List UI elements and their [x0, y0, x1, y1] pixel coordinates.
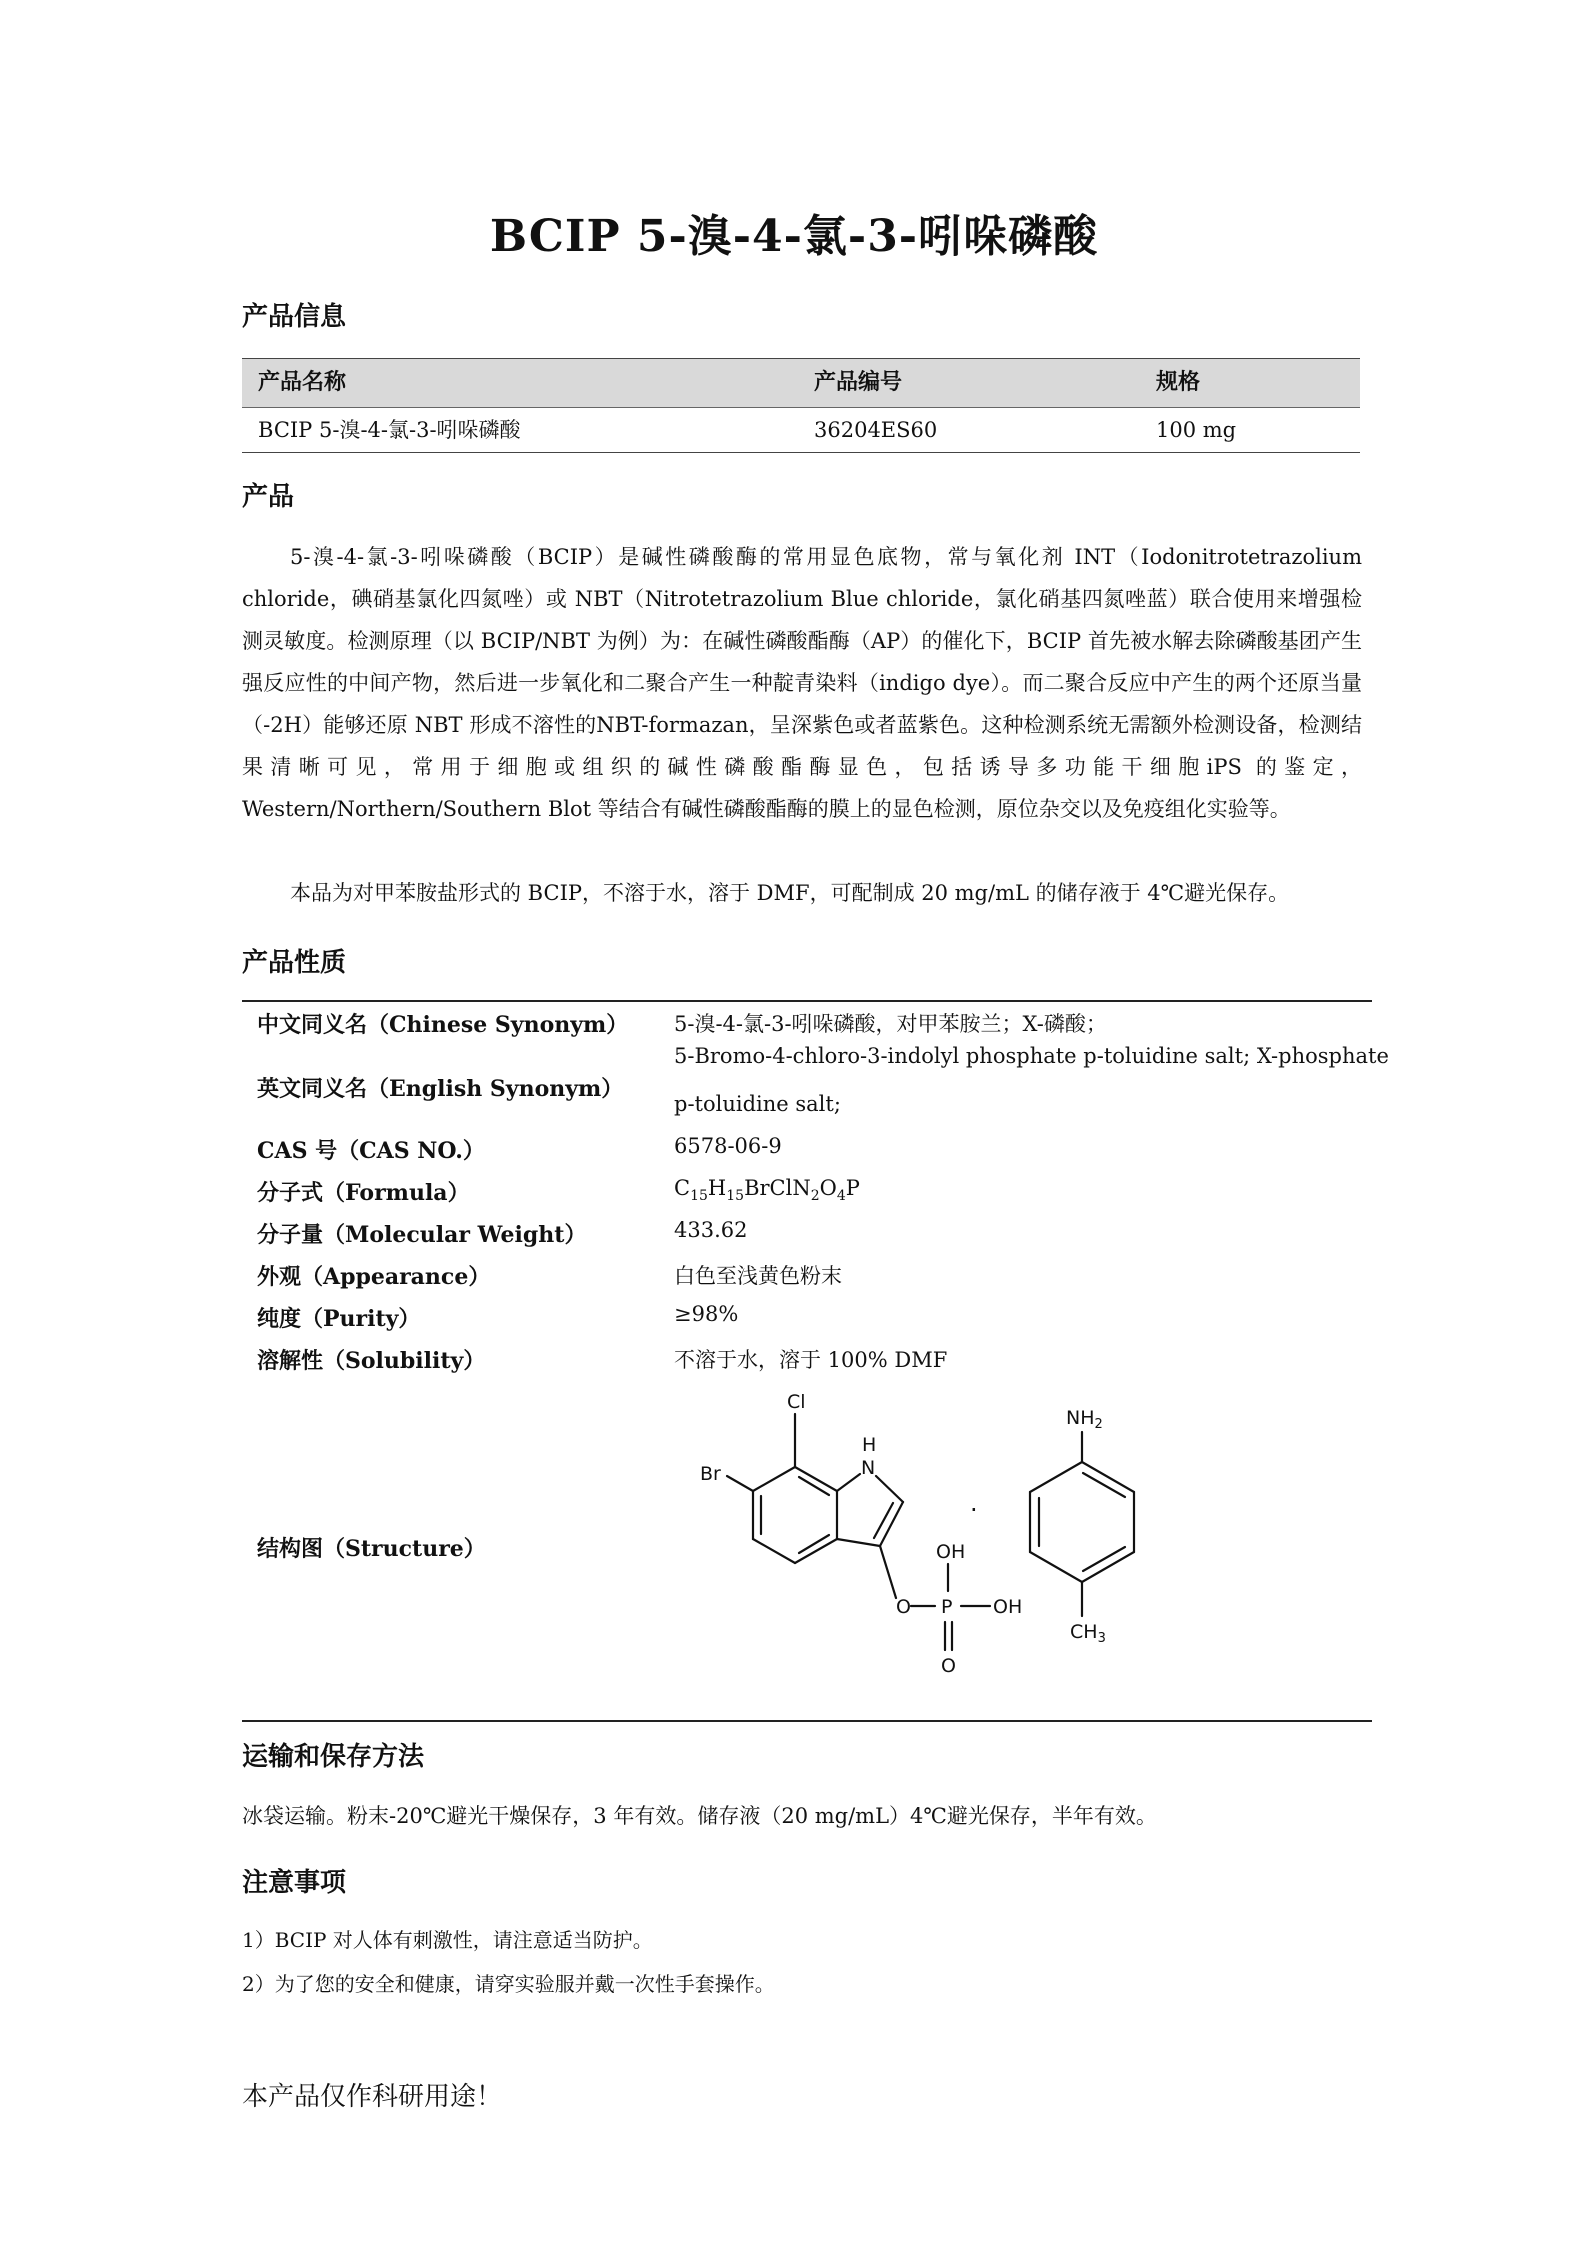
column-header-code: 产品编号 — [814, 369, 903, 395]
bond — [876, 1476, 903, 1502]
note-item-2: 2）为了您的安全和健康，请穿实验服并戴一次性手套操作。 — [242, 1972, 775, 1996]
bond — [1083, 1547, 1125, 1571]
formula-subscript: 4 — [836, 1188, 846, 1205]
bond — [880, 1502, 903, 1546]
atom-oh-top: OH — [936, 1541, 966, 1563]
properties-table — [242, 1000, 1389, 1722]
product-info-table — [242, 358, 1360, 453]
properties-heading: 产品性质 — [242, 948, 347, 978]
product-storage-note: 本品为对甲苯胺盐形式的 BCIP，不溶于水，溶于 DMF，可配制成 20 mg/mL 的储存液于 4℃避光保存。 — [290, 881, 1290, 905]
chinese-synonym-label: 中文同义名（Chinese Synonym） — [257, 1012, 629, 1038]
mw-value: 433.62 — [674, 1218, 748, 1242]
note-item-1: 1）BCIP 对人体有刺激性，请注意适当防护。 — [242, 1928, 653, 1952]
english-synonym-value-line1: 5-Bromo-4-chloro-3-indolyl phosphate p-toluidine salt; X-phosphate — [674, 1044, 1389, 1068]
formula-value — [674, 1176, 860, 1204]
product-heading: 产品 — [242, 482, 295, 512]
appearance-label: 外观（Appearance） — [257, 1264, 491, 1290]
formula-part: H — [707, 1176, 727, 1200]
notes-heading: 注意事项 — [242, 1868, 347, 1898]
atom-subscript: 2 — [1094, 1417, 1103, 1432]
product-info-heading: 产品信息 — [242, 302, 347, 332]
cell-product-code: 36204ES60 — [814, 418, 938, 442]
appearance-value: 白色至浅黄色粉末 — [674, 1264, 842, 1288]
atom-p: P — [941, 1596, 953, 1618]
formula-subscript: 2 — [810, 1188, 820, 1205]
cas-label: CAS 号（CAS NO.） — [257, 1138, 485, 1164]
table-header-row — [242, 358, 1360, 408]
bond — [837, 1474, 860, 1491]
atom-cl: Cl — [787, 1391, 806, 1413]
purity-label: 纯度（Purity） — [257, 1306, 421, 1332]
atom-nh: NH — [1066, 1407, 1095, 1429]
formula-label: 分子式（Formula） — [257, 1180, 470, 1206]
formula-subscript: 15 — [690, 1188, 708, 1205]
atom-n: N — [861, 1457, 876, 1479]
formula-part: O — [819, 1176, 837, 1200]
bond — [799, 1535, 829, 1553]
column-header-name: 产品名称 — [258, 369, 347, 395]
mw-label: 分子量（Molecular Weight） — [257, 1222, 587, 1248]
cell-product-spec: 100 mg — [1156, 418, 1237, 442]
bond — [753, 1467, 795, 1491]
atom-ch3 — [1070, 1621, 1106, 1646]
product-description: 5-溴-4-氯-3-吲哚磷酸（BCIP）是碱性磷酸酶的常用显色底物，常与氧化剂 INT（Iodonitrotetrazolium chloride，碘硝基氯化四氮唑）或 NBT（Nitrotetrazolium Blue chloride，氯化硝基四氮唑蓝）联合使用来增强检测灵敏度。检测原理（以 BCIP/NBT 为例）为：在碱性磷酸酯酶（AP）的催化下，BCIP 首先被水解去除磷酸基团产生强反应性的中间产物，然后进一步氧化和二聚合产生一种靛青染料（indigo dye）。而二聚合反应中产生的两个还原当量（-2H）能够还原 NBT 形成不溶性的NBT-formazan，呈深紫色或者蓝紫色。这种检测系统无需额外检测设备，检测结果清晰可见，常用于细胞或组织的碱性磷酸酯酶显色，包括诱导多功能干细胞iPS 的鉴定，Western/Northern/Southern Blot 等结合有碱性磷酸酯酶的膜上的显色检测，原位杂交以及免疫组化实验等。 — [242, 545, 1362, 821]
bond — [874, 1503, 893, 1538]
bond — [753, 1539, 795, 1563]
atom-oh-right: OH — [993, 1596, 1023, 1618]
footer-note: 本产品仅作科研用途！ — [242, 2082, 503, 2112]
solubility-value: 不溶于水，溶于 100% DMF — [674, 1348, 948, 1372]
salt-dot: · — [970, 1496, 978, 1524]
bond — [799, 1477, 829, 1495]
formula-part: BrClN — [744, 1176, 811, 1200]
storage-heading: 运输和保存方法 — [242, 1742, 425, 1772]
page-title: BCIP 5-溴-4-氯-3-吲哚磷酸 — [489, 211, 1099, 262]
cas-value: 6578-06-9 — [674, 1134, 782, 1158]
atom-o-bottom: O — [941, 1655, 956, 1677]
atom-o: O — [896, 1596, 911, 1618]
structure-label: 结构图（Structure） — [257, 1536, 486, 1562]
solubility-label: 溶解性（Solubility） — [257, 1348, 486, 1374]
atom-br: Br — [700, 1463, 721, 1485]
structure-diagram — [662, 1384, 1362, 1714]
atom-ch: CH — [1070, 1621, 1098, 1643]
bond — [1030, 1552, 1082, 1582]
atom-h: H — [862, 1434, 877, 1456]
bond — [1030, 1462, 1082, 1492]
table-row — [242, 408, 1360, 453]
english-synonym-value-line2: p-toluidine salt; — [674, 1092, 841, 1116]
bond — [837, 1539, 880, 1546]
formula-part: P — [845, 1176, 860, 1200]
formula-subscript: 15 — [726, 1188, 745, 1205]
bond — [1083, 1473, 1125, 1497]
chinese-synonym-value: 5-溴-4-氯-3-吲哚磷酸，对甲苯胺兰；X-磷酸； — [674, 1012, 1107, 1036]
atom-subscript: 3 — [1097, 1631, 1106, 1646]
bond — [727, 1476, 753, 1491]
atom-nh2 — [1066, 1407, 1103, 1432]
purity-value: ≥98% — [674, 1302, 739, 1326]
storage-text: 冰袋运输。粉末-20℃避光干燥保存，3 年有效。储存液（20 mg/mL）4℃避光保存，半年有效。 — [242, 1804, 1157, 1828]
cell-product-name: BCIP 5-溴-4-氯-3-吲哚磷酸 — [258, 418, 521, 442]
formula-part: C — [674, 1176, 691, 1200]
english-synonym-label: 英文同义名（English Synonym） — [257, 1076, 624, 1102]
bond — [880, 1546, 896, 1598]
column-header-spec: 规格 — [1156, 369, 1201, 395]
